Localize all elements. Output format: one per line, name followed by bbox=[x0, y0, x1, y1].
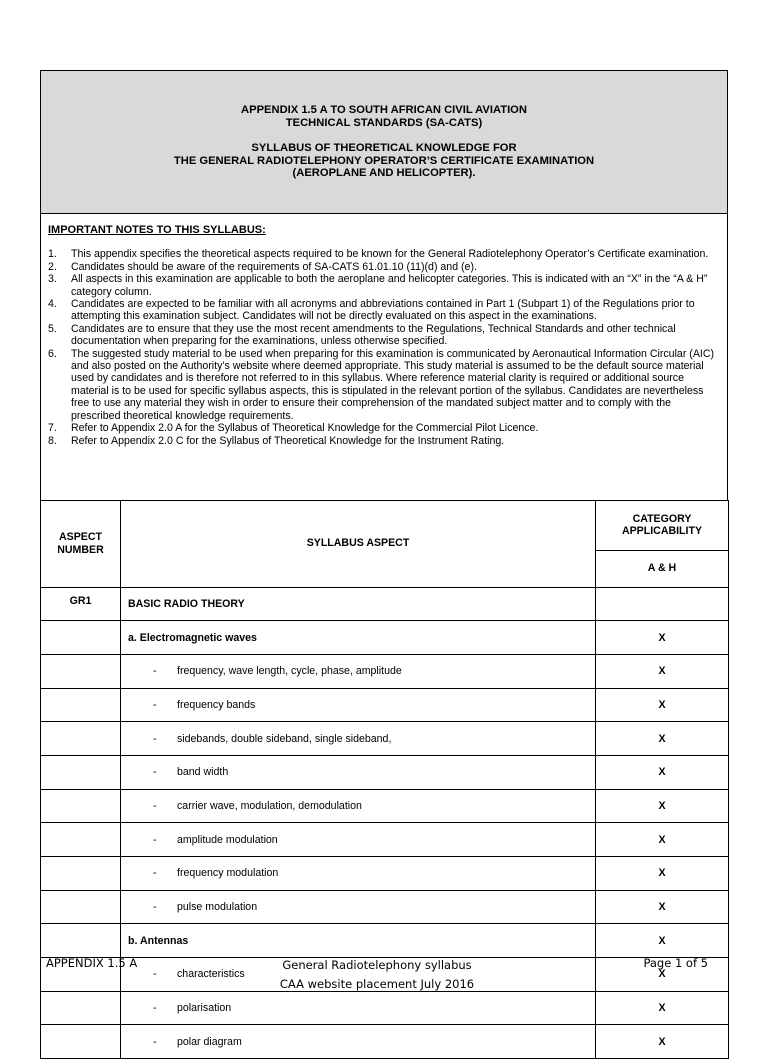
applicability-mark: X bbox=[596, 755, 729, 789]
footer-placement: CAA website placement July 2016 bbox=[46, 975, 708, 994]
aspect-number-cell bbox=[41, 621, 121, 655]
title-line-5: (AEROPLANE AND HELICOPTER). bbox=[41, 167, 727, 180]
table-row bbox=[41, 587, 729, 621]
syllabus-item-text: carrier wave, modulation, demodulation bbox=[177, 800, 362, 812]
note-number: 5. bbox=[48, 323, 57, 335]
bullet-dash: - bbox=[153, 867, 177, 879]
note-text: The suggested study material to be used when preparing for this examination is communicated by Aeronautical Information Circular (AIC) and also posted on the Authority’s website where deemed appropriate. This study material is assumed to be the default source material used by candidates and is therefore not referred to in this syllabus. Where reference material clarity is required or additional source material is to be used for specific syllabus aspects, this is stipulated in the relevant portion of the syllabus. Candidates are nevertheless free to use any material they wish in order to ensure their comprehension of the mandated subject matter and to comply with the prescribed theoretical knowledge requirements. bbox=[71, 348, 714, 422]
syllabus-aspect-header: SYLLABUS ASPECT bbox=[121, 500, 596, 587]
applicability-mark: X bbox=[596, 823, 729, 857]
note-number: 6. bbox=[48, 348, 57, 360]
table-row bbox=[41, 654, 729, 688]
syllabus-item-text: frequency, wave length, cycle, phase, amplitude bbox=[177, 665, 402, 677]
syllabus-aspect-cell bbox=[121, 755, 596, 789]
applicability-mark: X bbox=[596, 688, 729, 722]
syllabus-item-text: polarisation bbox=[177, 1002, 231, 1014]
note-number: 8. bbox=[48, 435, 57, 447]
syllabus-aspect-cell: BASIC RADIO THEORY bbox=[121, 587, 596, 621]
document-page bbox=[40, 70, 728, 1059]
title-line-1: APPENDIX 1.5 A TO SOUTH AFRICAN CIVIL AVIATION bbox=[41, 104, 727, 117]
note-item bbox=[48, 348, 719, 422]
bullet-dash: - bbox=[153, 699, 177, 711]
aspect-number-cell bbox=[41, 789, 121, 823]
category-applicability-header: CATEGORY APPLICABILITY bbox=[596, 500, 729, 551]
syllabus-aspect-cell bbox=[121, 1025, 596, 1059]
aspect-number-cell bbox=[41, 1025, 121, 1059]
syllabus-aspect-cell bbox=[121, 857, 596, 891]
bullet-dash: - bbox=[153, 834, 177, 846]
bullet-dash: - bbox=[153, 1002, 177, 1014]
note-number: 3. bbox=[48, 273, 57, 285]
table-row bbox=[41, 688, 729, 722]
note-item bbox=[48, 248, 719, 260]
title-line-4: THE GENERAL RADIOTELEPHONY OPERATOR’S CERTIFICATE EXAMINATION bbox=[41, 155, 727, 168]
note-number: 1. bbox=[48, 248, 57, 260]
footer-center bbox=[46, 956, 708, 994]
note-text: Candidates are expected to be familiar with all acronyms and abbreviations contained in Part 1 (Subpart 1) of the Regulations prior to attempting this examination subject. Candidates will not be directly evaluated on this aspect in the examinations. bbox=[71, 298, 695, 322]
syllabus-item-text: pulse modulation bbox=[177, 901, 257, 913]
footer-appendix: APPENDIX 1.5 A bbox=[46, 956, 137, 970]
note-text: Refer to Appendix 2.0 A for the Syllabus of Theoretical Knowledge for the Commercial Pilot Licence. bbox=[71, 422, 538, 434]
header-notes-frame bbox=[40, 70, 728, 501]
syllabus-aspect-cell bbox=[121, 722, 596, 756]
syllabus-aspect-cell bbox=[121, 688, 596, 722]
table-row bbox=[41, 1025, 729, 1059]
aspect-number-cell: GR1 bbox=[41, 587, 121, 621]
aspect-number-cell bbox=[41, 890, 121, 924]
syllabus-aspect-cell bbox=[121, 890, 596, 924]
aspect-number-cell bbox=[41, 991, 121, 1025]
note-number: 4. bbox=[48, 298, 57, 310]
syllabus-item-text: frequency bands bbox=[177, 699, 255, 711]
applicability-mark: X bbox=[596, 654, 729, 688]
applicability-mark: X bbox=[596, 621, 729, 655]
note-text: Candidates are to ensure that they use the most recent amendments to the Regulations, Technical Standards and other technical documentation when preparing for the examinations, unless otherwise specified. bbox=[71, 323, 676, 347]
note-number: 7. bbox=[48, 422, 57, 434]
applicability-mark bbox=[596, 587, 729, 621]
applicability-mark: X bbox=[596, 890, 729, 924]
note-text: Refer to Appendix 2.0 C for the Syllabus of Theoretical Knowledge for the Instrument Rating. bbox=[71, 435, 504, 447]
bullet-dash: - bbox=[153, 665, 177, 677]
table-row bbox=[41, 857, 729, 891]
syllabus-item-text: characteristics bbox=[177, 968, 245, 980]
note-text: This appendix specifies the theoretical aspects required to be known for the General Radiotelephony Operator’s Certificate examination. bbox=[71, 248, 708, 260]
syllabus-item-text: polar diagram bbox=[177, 1036, 242, 1048]
syllabus-aspect-cell: b. Antennas bbox=[121, 924, 596, 958]
footer-title: General Radiotelephony syllabus bbox=[46, 956, 708, 975]
applicability-mark: X bbox=[596, 1025, 729, 1059]
applicability-mark: X bbox=[596, 722, 729, 756]
note-text: Candidates should be aware of the requirements of SA-CATS 61.01.10 (11)(d) and (e). bbox=[71, 261, 477, 273]
bullet-dash: - bbox=[153, 901, 177, 913]
syllabus-aspect-cell bbox=[121, 991, 596, 1025]
table-row bbox=[41, 789, 729, 823]
applicability-mark: X bbox=[596, 789, 729, 823]
table-row bbox=[41, 924, 729, 958]
title-block bbox=[41, 71, 728, 214]
syllabus-aspect-cell bbox=[121, 789, 596, 823]
a-and-h-header: A & H bbox=[596, 551, 729, 587]
note-item bbox=[48, 273, 719, 298]
syllabus-item-text: amplitude modulation bbox=[177, 834, 278, 846]
aspect-number-cell bbox=[41, 722, 121, 756]
syllabus-item-text: frequency modulation bbox=[177, 867, 278, 879]
notes-title: IMPORTANT NOTES TO THIS SYLLABUS: bbox=[48, 224, 719, 236]
table-row bbox=[41, 823, 729, 857]
note-text: All aspects in this examination are applicable to both the aeroplane and helicopter categories. This is indicated with an “X” in the “A & H” category column. bbox=[71, 273, 707, 297]
bullet-dash: - bbox=[153, 800, 177, 812]
aspect-number-cell bbox=[41, 857, 121, 891]
applicability-mark: X bbox=[596, 857, 729, 891]
bullet-dash: - bbox=[153, 1036, 177, 1048]
syllabus-aspect-cell bbox=[121, 654, 596, 688]
bullet-dash: - bbox=[153, 766, 177, 778]
syllabus-item-text: sidebands, double sideband, single sideband, bbox=[177, 733, 391, 745]
table-row bbox=[41, 722, 729, 756]
table-row bbox=[41, 991, 729, 1025]
applicability-mark: X bbox=[596, 958, 729, 992]
bullet-dash: - bbox=[153, 968, 177, 980]
notes-block bbox=[41, 214, 728, 501]
aspect-number-cell bbox=[41, 688, 121, 722]
aspect-number-cell bbox=[41, 823, 121, 857]
table-row bbox=[41, 621, 729, 655]
note-item bbox=[48, 435, 719, 447]
table-row bbox=[41, 755, 729, 789]
footer-page-number: Page 1 of 5 bbox=[643, 956, 708, 970]
aspect-number-cell bbox=[41, 654, 121, 688]
table-row bbox=[41, 890, 729, 924]
title-line-2: TECHNICAL STANDARDS (SA-CATS) bbox=[41, 117, 727, 130]
aspect-number-cell bbox=[41, 755, 121, 789]
note-item bbox=[48, 323, 719, 348]
syllabus-item-text: band width bbox=[177, 766, 228, 778]
syllabus-aspect-cell: a. Electromagnetic waves bbox=[121, 621, 596, 655]
notes-list bbox=[48, 248, 719, 447]
note-number: 2. bbox=[48, 261, 57, 273]
note-item bbox=[48, 422, 719, 434]
applicability-mark: X bbox=[596, 991, 729, 1025]
aspect-number-header: ASPECT NUMBER bbox=[41, 500, 121, 587]
note-item bbox=[48, 261, 719, 273]
title-line-3: SYLLABUS OF THEORETICAL KNOWLEDGE FOR bbox=[41, 142, 727, 155]
note-item bbox=[48, 298, 719, 323]
bullet-dash: - bbox=[153, 733, 177, 745]
applicability-mark: X bbox=[596, 924, 729, 958]
aspect-number-cell bbox=[41, 924, 121, 958]
syllabus-aspect-cell bbox=[121, 823, 596, 857]
